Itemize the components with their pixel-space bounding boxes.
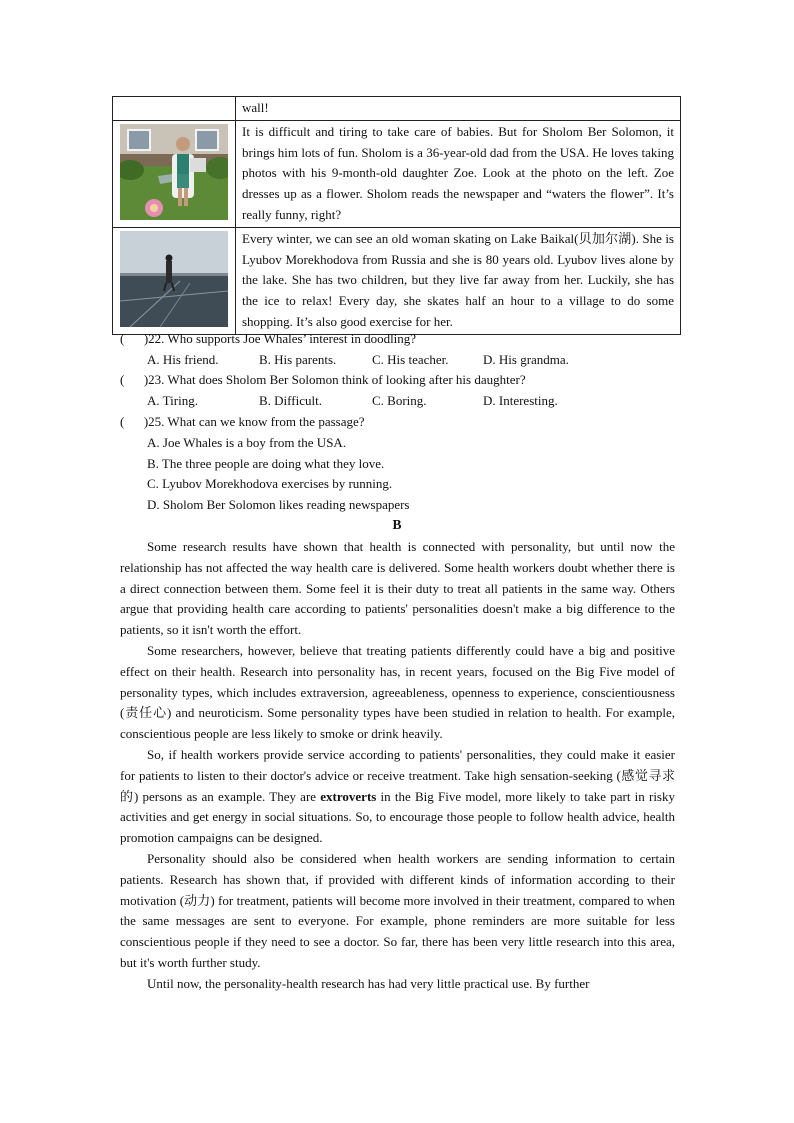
question-22-stem: ( )22. Who supports Joe Whales’ interest in doodling? xyxy=(120,331,417,346)
question-22-option-d: D. His grandma. xyxy=(483,352,569,367)
empty-cell xyxy=(113,97,236,121)
table-row xyxy=(113,227,681,334)
table-row xyxy=(113,120,681,227)
question-25-option-c: C. Lyubov Morekhodova exercises by running. xyxy=(147,476,393,491)
paragraph-3 xyxy=(120,745,675,849)
photo-dad-watering-baby xyxy=(120,124,228,220)
question-23-option-c: C. Boring. xyxy=(372,393,427,408)
question-23-option-d: D. Interesting. xyxy=(483,393,558,408)
row-text-joe: wall! xyxy=(236,97,681,121)
section-b-heading: B xyxy=(392,517,402,532)
question-22-option-c: C. His teacher. xyxy=(372,352,449,367)
row-text-sholom: It is difficult and tiring to take care of babies. But for Sholom Ber Solomon, it brings him lots of fun. Sholom is a 36-year-old dad from the USA. He loves taking photos with his 9-month-old daughter Zoe. Look at the photo on the left. Zoe dresses up as a flower. Sholom reads the newspaper and “waters the flower”. It’s really funny, right? xyxy=(236,120,681,227)
photo-woman-skating-lake xyxy=(120,231,228,327)
question-25-stem: ( )25. What can we know from the passage? xyxy=(120,414,365,429)
question-25-option-a: A. Joe Whales is a boy from the USA. xyxy=(147,435,347,450)
row-text-lyubov: Every winter, we can see an old woman skating on Lake Baikal(贝加尔湖). She is Lyubov Morekhodova from Russia and she is 80 years old. Lyubov lives alone by the lake. She has two children, but they live far away from her. Luckily, she has the ice to relax! Every day, she skates half an hour to a village to do some shopping. It’s also good exercise for her. xyxy=(236,227,681,334)
table-row xyxy=(113,97,681,121)
question-23-stem: ( )23. What does Sholom Ber Solomon think of looking after his daughter? xyxy=(120,372,526,387)
photo-cell xyxy=(113,120,236,227)
paragraph-1: Some research results have shown that health is connected with personality, but until now the relationship has not affected the way health care is delivered. Some health workers doubt whether there is a direct connection between them. Some feel it is their duty to treat all patients in the same way. Others argue that providing health care according to patients' personalities doesn't make a big difference to the patients, so it isn't worth the effort. xyxy=(120,539,675,638)
passage-b xyxy=(120,537,675,995)
question-23-option-a: A. Tiring. xyxy=(147,393,198,408)
paragraph-5: Until now, the personality-health research has had very little practical use. By further xyxy=(147,975,590,991)
paragraph-2: Some researchers, however, believe that treating patients differently could have a big and positive effect on their health. Research into personality has, in recent years, focused on the Big Five model of personality types, which includes extraversion, agreeableness, openness to experience, conscientiousness (责任心) and neuroticism. Some personality types have been studied in relation to health. For example, conscientious people are less likely to smoke or drink heavily. xyxy=(120,642,675,742)
reading-table xyxy=(112,96,681,335)
photo-cell xyxy=(113,227,236,334)
question-25-option-d: D. Sholom Ber Solomon likes reading newspapers xyxy=(147,497,410,512)
paragraph-3-text-end: in the Big Five model, more likely to take part in risky activities and get energy in social situations. So, to encourage those people to follow health advice, health promotion campaigns can be designed. xyxy=(120,788,675,846)
paragraph-3-text: So, if health workers provide service according to patients' personalities, they could make it easier for patients to listen to their doctor's advice or receive treatment. Take high sensation-seeking (感觉寻求的) persons as an example. They are xyxy=(120,746,675,804)
question-22-option-b: B. His parents. xyxy=(259,352,337,367)
question-25-option-b: B. The three people are doing what they love. xyxy=(147,456,385,471)
question-23-option-b: B. Difficult. xyxy=(259,393,322,408)
keyword-extroverts: extroverts xyxy=(320,788,377,804)
question-22-option-a: A. His friend. xyxy=(147,352,219,367)
paragraph-4: Personality should also be considered when health workers are sending information to certain patients. Research has shown that, if provided with different kinds of information according to their motivation (动力) for treatment, patients will become more involved in their treatment, compared to when the same messages are sent to everyone. For example, phone reminders are more suitable for less conscientious people if they need to see a doctor. So far, there has been very little research into this area, but it's worth further study. xyxy=(120,850,675,970)
